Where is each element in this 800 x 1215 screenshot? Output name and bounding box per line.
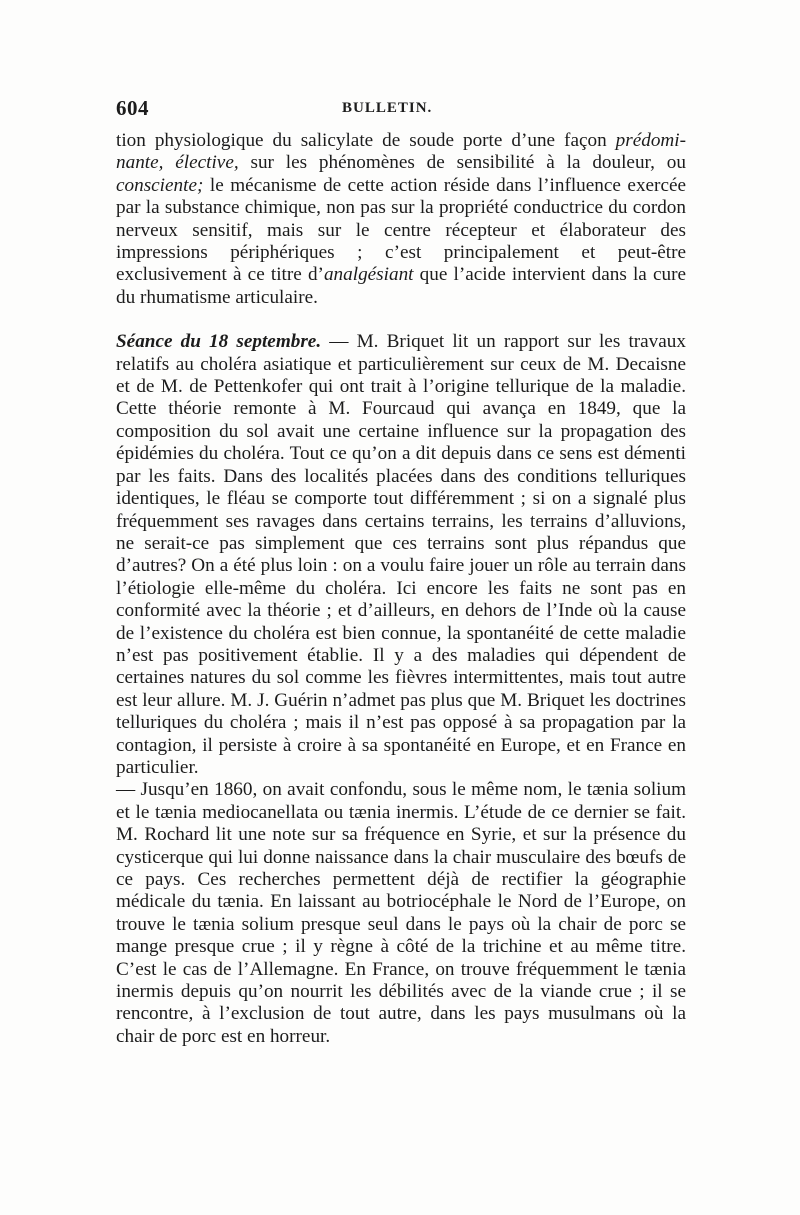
text-run: tion physiologique du salicylate de soude porte d’une façon	[116, 130, 616, 151]
paragraph-salicylate	[116, 130, 686, 309]
italic-term: analgésiant	[323, 264, 414, 286]
page-number: 604	[116, 96, 149, 120]
text-run: sur les phénomènes de sensibilité à la douleur, ou	[238, 152, 686, 174]
text-run: que l’acide intervient dans la cure du rhumatisme articulaire.	[116, 264, 686, 308]
running-head: BULLETIN.	[342, 100, 433, 116]
page-header	[116, 96, 686, 120]
italic-term: consciente;	[116, 174, 204, 196]
session-heading: Séance du 18 septembre.	[116, 331, 322, 353]
paragraph-taenia	[116, 779, 686, 1048]
body-text	[116, 130, 686, 1048]
text-run: — Jusqu’en 1860, on avait confondu, sous le même nom, le tænia solium et le tænia mediocanellata ou tænia inermis. L’étude de ce dernier se fait. M. Rochard lit une note sur sa fréquence en Syrie, et sur la présence du cysticerque qui lui donne naissance dans la chair musculaire des bœufs de ce pays. Ces recherches permettent déjà de rectifier la géographie médicale du tænia. En laissant au botriocéphale le Nord de l’Europe, on trouve le tænia solium presque seul dans le pays où la chair de porc se mange presque crue ; il y règne à côté de la trichine et au même titre. C’est le cas de l’Allemagne. En France, on trouve fréquemment le tænia inermis depuis qu’on nourrit les débilités avec de la viande crue ; il se rencontre, à l’exclusion de tout autre, dans les pays musulmans où la chair de porc est en horreur.	[116, 779, 686, 1047]
text-run: le mécanisme de cette action réside dans l’influence exercée par la substance chimique, non pas sur la propriété conductrice du cordon nerveux sensitif, mais sur le centre récepteur et élaborateur des impressions périphériques ; c’est principalement et peut-être exclusivement à ce titre d’	[116, 174, 686, 286]
paragraph-seance-18-septembre	[116, 331, 686, 779]
italic-term: prédomi-nante, élective,	[116, 130, 686, 174]
text-run: — M. Briquet lit un rapport sur les travaux relatifs au choléra asiatique et particulièrement sur ceux de M. Decaisne et de M. de Pettenkofer qui ont trait à l’origine tellurique de la maladie. Cette théorie remonte à M. Fourcaud qui avança en 1849, que la composition du sol avait une certaine influence sur la propagation des épidémies du choléra. Tout ce qu’on a dit depuis dans ce sens est démenti par les faits. Dans des localités placées dans des conditions telluriques identiques, le fléau se comporte tout différemment ; si on a signalé plus fréquemment ses ravages dans certains terrains, les terrains d’alluvions, ne serait-ce pas simplement que ces terrains sont plus répandus que d’autres? On a été plus loin : on a voulu faire jouer un rôle au terrain dans l’étiologie elle-même du choléra. Ici encore les faits ne sont pas en conformité avec la théorie ; et d’ailleurs, en dehors de l’Inde où la cause de l’existence du choléra est bien connue, la spontanéité de cette maladie n’est pas positivement établie. Il y a des maladies qui dépendent de certaines natures du sol comme les fièvres intermittentes, mais tout autre est leur allure. M. J. Guérin n’admet pas plus que M. Briquet les doctrines telluriques du choléra ; mais il n’est pas opposé à sa propagation par la contagion, il persiste à croire à sa spontanéité en Europe, et en France en particulier.	[116, 331, 686, 778]
